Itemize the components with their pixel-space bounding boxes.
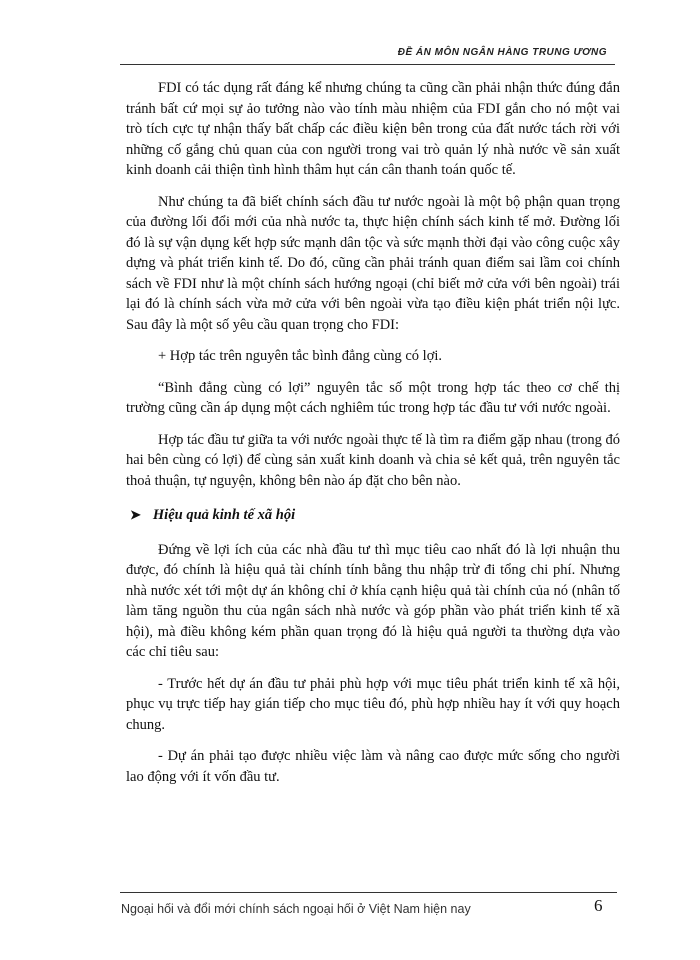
section-heading-text: Hiệu quả kinh tế xã hội <box>152 507 296 523</box>
paragraph-equal-benefit: “Bình đẳng cùng có lợi” nguyên tắc số một trong hợp tác theo cơ chế thị trường cũng cần áp dụng một cách nghiêm túc trong hợp tác đầu tư với nước ngoài. <box>126 379 620 416</box>
list-item-equal-benefit: + Hợp tác trên nguyên tắc bình đẳng cùng có lợi. <box>158 348 443 364</box>
paragraph-criterion-1: - Trước hết dự án đầu tư phải phù hợp với mục tiêu phát triển kinh tế xã hội, phục vụ trực tiếp hay gián tiếp cho mục tiêu đó, phù hợp nhiều hay ít với quy hoạch chung. <box>126 675 620 733</box>
paragraph-fdi-caution: FDI có tác dụng rất đáng kể nhưng chúng ta cũng cần phải nhận thức đúng đắn tránh bất cứ mọi sự ảo tưởng nào vào tính màu nhiệm của FDI gắn cho nó một vai trò tích cực tự nhận thấy bất chấp các điều kiện bên trong của đất nước tách rời với những cố gắng chủ quan của con người trong vai trò quản lý nhà nước về sản xuất kinh doanh cải thiện tình hình thâm hụt cán cân thanh toán quốc tế. <box>126 80 620 178</box>
paragraph-criterion-2: - Dự án phải tạo được nhiều việc làm và nâng cao được mức sống cho người lao động với ít vốn đầu tư. <box>126 748 620 785</box>
arrow-bullet-icon: ➤ <box>130 507 141 522</box>
paragraph-cooperation: Hợp tác đầu tư giữa ta với nước ngoài thực tế là tìm ra điểm gặp nhau (trong đó hai bên cùng có lợi) để cùng sản xuất kinh doanh và chia sẻ kết quả, trên nguyên tắc thoả thuận, tự nguyện, không bên nào áp đặt cho bên nào. <box>126 431 620 489</box>
paragraph-efficiency: Đứng về lợi ích của các nhà đầu tư thì mục tiêu cao nhất đó là lợi nhuận thu được, đó chính là hiệu quả tài chính tính bằng thu nhập trừ đi tổng chi phí. Nhưng nhà nước xét tới một dự án không chỉ ở khía cạnh hiệu quả tài chính của nó (nhân tố làm tăng nguồn thu của ngân sách nhà nước và góp phần vào phát triển kinh tế xã hội), mà điều không kém phần quan trọng đó là hiệu quả người ta thường dựa vào các chỉ tiêu sau: <box>126 541 620 660</box>
footer-divider <box>120 892 617 893</box>
footer-title: Ngoại hối và đổi mới chính sách ngoại hối ở Việt Nam hiện nay <box>121 902 471 916</box>
document-body <box>126 78 620 798</box>
header-title: ĐỀ ÁN MÔN NGÂN HÀNG TRUNG ƯƠNG <box>397 47 607 58</box>
page-number: 6 <box>594 896 603 915</box>
section-heading <box>130 505 620 526</box>
paragraph-fdi-policy: Như chúng ta đã biết chính sách đầu tư nước ngoài là một bộ phận quan trọng của đường lối đổi mới của nhà nước ta, thực hiện chính sách kinh tế mở. Đường lối đó là sự vận dụng kết hợp sức mạnh dân tộc và sức mạnh thời đại vào công cuộc xây dựng và phát triển kinh tế. Do đó, cũng cần phải tránh quan điểm sai lầm coi chính sách về FDI như là một chính sách hướng ngoại (chỉ biết mở cửa với bên ngoài) trái lại đó là chính sách vừa mở cửa với bên ngoài vừa tạo điều kiện phát triển nội lực. Sau đây là một số yêu cầu quan trọng cho FDI: <box>126 193 620 333</box>
page-header <box>120 40 615 65</box>
